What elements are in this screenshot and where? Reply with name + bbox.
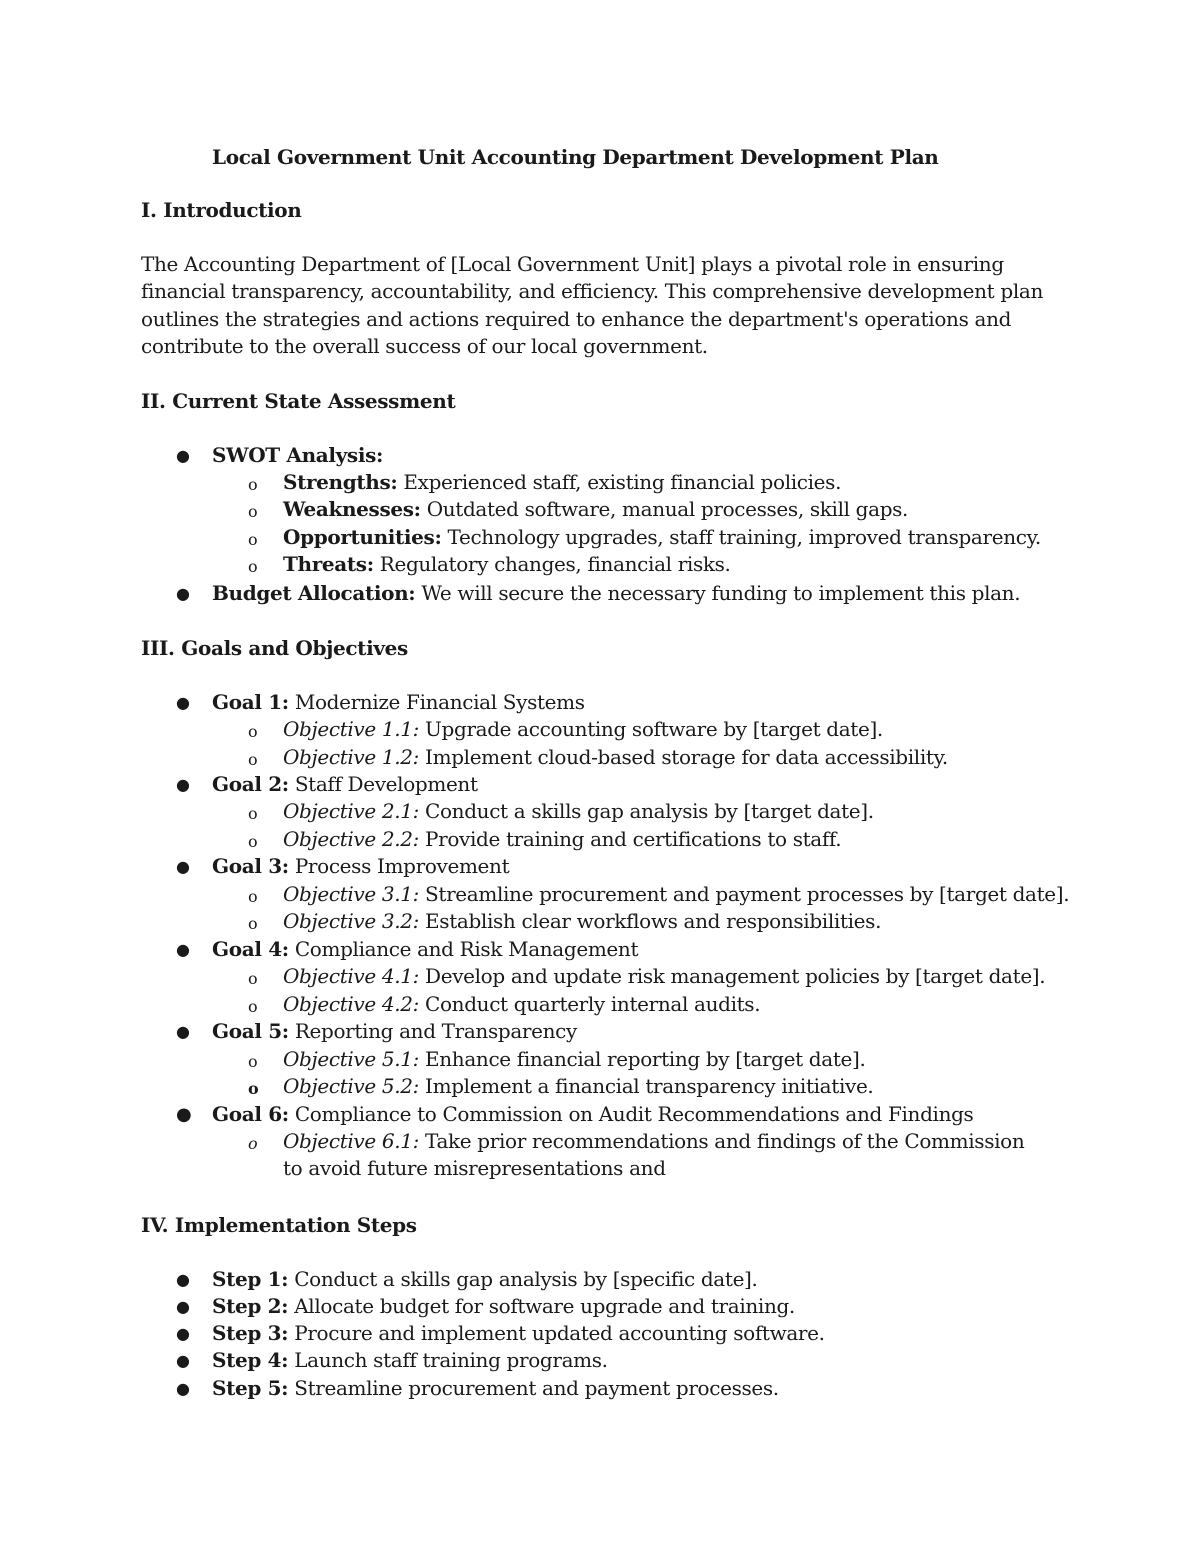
swot-item-text: Experienced staff, existing financial policies. [403,470,842,494]
objective-label: Objective 6.1: [283,1129,420,1153]
goal-item [176,936,639,963]
budget-text: We will secure the necessary funding to implement this plan. [421,581,1021,605]
step-item [176,1375,779,1402]
swot-threats [248,551,731,578]
bullet-icon: ● [176,940,190,959]
step-item [176,1266,758,1293]
circle-bullet-icon: o [248,969,258,988]
swot-weaknesses [248,496,909,523]
objective-item [248,963,1046,990]
step-text: Allocate budget for software upgrade and training. [294,1294,795,1318]
implementation-heading: IV. Implementation Steps [141,1213,417,1237]
objective-text: Conduct a skills gap analysis by [target date]. [425,799,874,823]
bullet-icon: ● [176,1022,190,1041]
bullet-icon: ● [176,775,190,794]
objective-item [248,1073,874,1100]
objective-item [248,716,883,743]
circle-bullet-icon: o [248,475,258,494]
objective-item [248,826,842,853]
objective-item [248,798,874,825]
objective-item [248,744,948,771]
objective-text: Establish clear workflows and responsibilities. [425,909,882,933]
goal-item [176,689,585,716]
swot-item-label: Strengths: [283,470,398,494]
step-label: Step 2: [212,1294,289,1318]
objective-text: Implement a financial transparency initiative. [425,1074,874,1098]
step-label: Step 3: [212,1321,289,1345]
objective-label: Objective 2.1: [283,799,420,823]
swot-label: SWOT Analysis: [212,443,384,467]
budget-list-item [176,580,1021,607]
assessment-heading: II. Current State Assessment [141,389,456,413]
goal-text: Staff Development [294,772,478,796]
bullet-icon: ● [176,1351,190,1370]
step-text: Conduct a skills gap analysis by [specific date]. [294,1267,758,1291]
goal-label: Goal 3: [212,854,289,878]
goal-label: Goal 1: [212,690,289,714]
swot-item-label: Opportunities: [283,525,442,549]
bullet-icon: ● [176,584,190,603]
circle-bullet-icon: o [248,1052,258,1071]
goal-label: Goal 4: [212,937,289,961]
swot-list-item [176,442,384,469]
objective-label: Objective 4.2: [283,992,420,1016]
goal-text: Compliance to Commission on Audit Recommendations and Findings [294,1102,974,1126]
objective-item [248,908,882,935]
step-text: Streamline procurement and payment processes. [294,1376,779,1400]
goal-label: Goal 2: [212,772,289,796]
objective-label: Objective 4.1: [283,964,420,988]
step-label: Step 4: [212,1348,289,1372]
circle-bullet-icon: o [248,997,258,1016]
circle-bullet-icon: o [248,832,258,851]
bullet-icon: ● [176,693,190,712]
introduction-heading: I. Introduction [141,198,302,222]
introduction-paragraph: The Accounting Department of [Local Government Unit] plays a pivotal role in ensuring financial transparency, accountability, and efficiency. This comprehensive development plan outlines the strategies and actions required to enhance the department's operations and contribute to the overall success of our local government. [141,252,1043,358]
goal-text: Modernize Financial Systems [294,690,585,714]
objective-label: Objective 3.1: [283,882,420,906]
bullet-icon: ● [176,1324,190,1343]
circle-bullet-icon: o [248,530,258,549]
objective-text: Streamline procurement and payment processes by [target date]. [425,882,1070,906]
objective-label: Objective 3.2: [283,909,420,933]
objective-text: Implement cloud-based storage for data accessibility. [425,745,948,769]
circle-bullet-icon: o [248,750,258,769]
goal-item [176,771,478,798]
objective-text: Upgrade accounting software by [target date]. [425,717,883,741]
step-text: Launch staff training programs. [294,1348,608,1372]
bullet-icon: ● [176,1379,190,1398]
objective-text: Develop and update risk management policies by [target date]. [425,964,1046,988]
document-title: Local Government Unit Accounting Department Development Plan [212,145,939,169]
bullet-icon: ● [176,857,190,876]
swot-item-label: Weaknesses: [283,497,421,521]
goal-text: Compliance and Risk Management [294,937,639,961]
bullet-icon: ● [176,1104,192,1125]
step-text: Procure and implement updated accounting software. [294,1321,825,1345]
step-item [176,1293,795,1320]
objective-label: Objective 2.2: [283,827,420,851]
bullet-icon: ● [176,1270,190,1289]
bullet-icon: ● [176,446,190,465]
circle-bullet-icon: o [248,722,258,741]
goal-text: Reporting and Transparency [294,1019,577,1043]
circle-bullet-icon: o [248,914,258,933]
objective-label: Objective 1.1: [283,717,420,741]
circle-bullet-icon: o [248,502,258,521]
budget-label: Budget Allocation: [212,581,416,605]
goal-label: Goal 6: [212,1102,289,1126]
goal-item [176,1101,974,1128]
circle-bullet-icon: o [248,557,258,576]
step-label: Step 5: [212,1376,289,1400]
swot-item-text: Technology upgrades, staff training, improved transparency. [447,525,1041,549]
objective-label: Objective 1.2: [283,745,420,769]
goals-heading: III. Goals and Objectives [141,636,408,660]
objective-item [248,1046,866,1073]
goal-label: Goal 5: [212,1019,289,1043]
goal-item [176,1018,577,1045]
circle-bullet-icon: o [248,804,258,823]
step-label: Step 1: [212,1267,289,1291]
circle-bullet-icon: o [248,887,258,906]
swot-item-text: Outdated software, manual processes, skill gaps. [426,497,909,521]
objective-item [248,881,1070,908]
goal-item [176,853,510,880]
circle-bullet-icon: o [248,1079,259,1098]
objective-item [248,1128,1043,1183]
step-item [176,1320,825,1347]
objective-label: Objective 5.1: [283,1047,420,1071]
objective-text: Provide training and certifications to staff. [425,827,842,851]
swot-strengths [248,469,842,496]
circle-bullet-icon: o [248,1134,258,1153]
objective-item [248,991,761,1018]
goal-text: Process Improvement [294,854,510,878]
objective-text: Enhance financial reporting by [target date]. [425,1047,866,1071]
objective-text: Conduct quarterly internal audits. [425,992,761,1016]
objective-text: Take prior recommendations and findings of the Commission to avoid future misrepresentations and [283,1129,1025,1181]
objective-label: Objective 5.2: [283,1074,420,1098]
swot-item-text: Regulatory changes, financial risks. [379,552,731,576]
swot-opportunities [248,524,1041,551]
bullet-icon: ● [176,1297,190,1316]
swot-item-label: Threats: [283,552,374,576]
step-item [176,1347,608,1374]
